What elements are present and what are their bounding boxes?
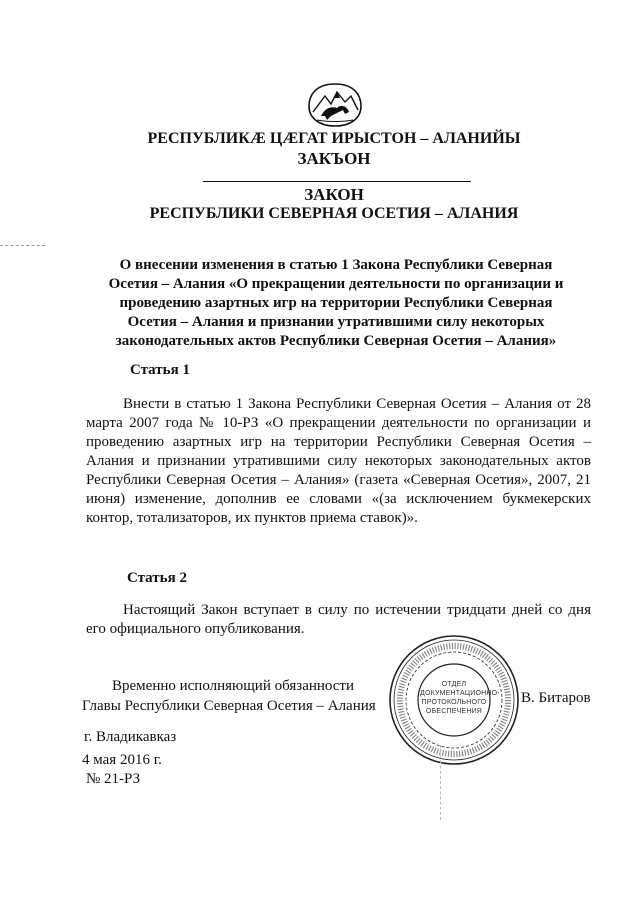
header-zakon: ЗАКОН <box>304 185 364 204</box>
signer-title <box>82 676 402 716</box>
article-2-heading: Статья 2 <box>127 570 187 586</box>
signer-title-line-1: Временно исполняющий обязанности <box>112 678 355 694</box>
coat-of-arms-icon <box>305 82 365 128</box>
signer-title-line-2: Главы Республики Северная Осетия – Алания <box>82 698 376 714</box>
seal-inner-text: ОТДЕЛ ДОКУМЕНТАЦИОННО-ПРОТОКОЛЬНОГО ОБЕСПЕЧЕНИЯ <box>420 681 500 715</box>
article-1-text: Внести в статью 1 Закона Республики Северная Осетия – Алания от 28 марта 2007 года № 10-РЗ «О прекращении деятельности по организации и проведению азартных игр на территории Республики Северная Осетия – Алания и признании утратившими силу некоторых законодательных актов Республики Северная Осетия – Алания» (газета «Северная Осетия», 2007, 21 июня) изменение, дополнив ее словами «(за исключением букмекерских контор, тотализаторов, их пунктов приема ставок)». <box>86 396 591 526</box>
header-osset-republic: РЕСПУБЛИКӔ ЦӔГАТ ИРЫСТОН – АЛАНИЙЫ <box>147 130 521 147</box>
law-number: № 21-РЗ <box>86 771 141 787</box>
header-divider <box>203 181 471 182</box>
law-title: О внесении изменения в статью 1 Закона Республики Северная Осетия – Алания «О прекращении деятельности по организации и проведению азартных игр на территории Республики Северная Осетия – Алания и признании утратившими силу некоторых законодательных актов Республики Северная Осетия – Алания» <box>108 257 564 349</box>
city: г. Владикавказ <box>84 729 177 745</box>
header-republic: РЕСПУБЛИКИ СЕВЕРНАЯ ОСЕТИЯ – АЛАНИЯ <box>149 205 519 222</box>
article-1-heading: Статья 1 <box>130 362 190 378</box>
header-osset-zakon: ЗАКЪОН <box>297 149 371 168</box>
scan-specks <box>440 745 442 820</box>
signer-name: В. Битаров <box>521 690 591 706</box>
article-2-text: Настоящий Закон вступает в силу по истечении тридцати дней со дня его официального опубликования. <box>86 602 591 637</box>
margin-mark <box>0 245 45 246</box>
law-date: 4 мая 2016 г. <box>82 752 162 768</box>
